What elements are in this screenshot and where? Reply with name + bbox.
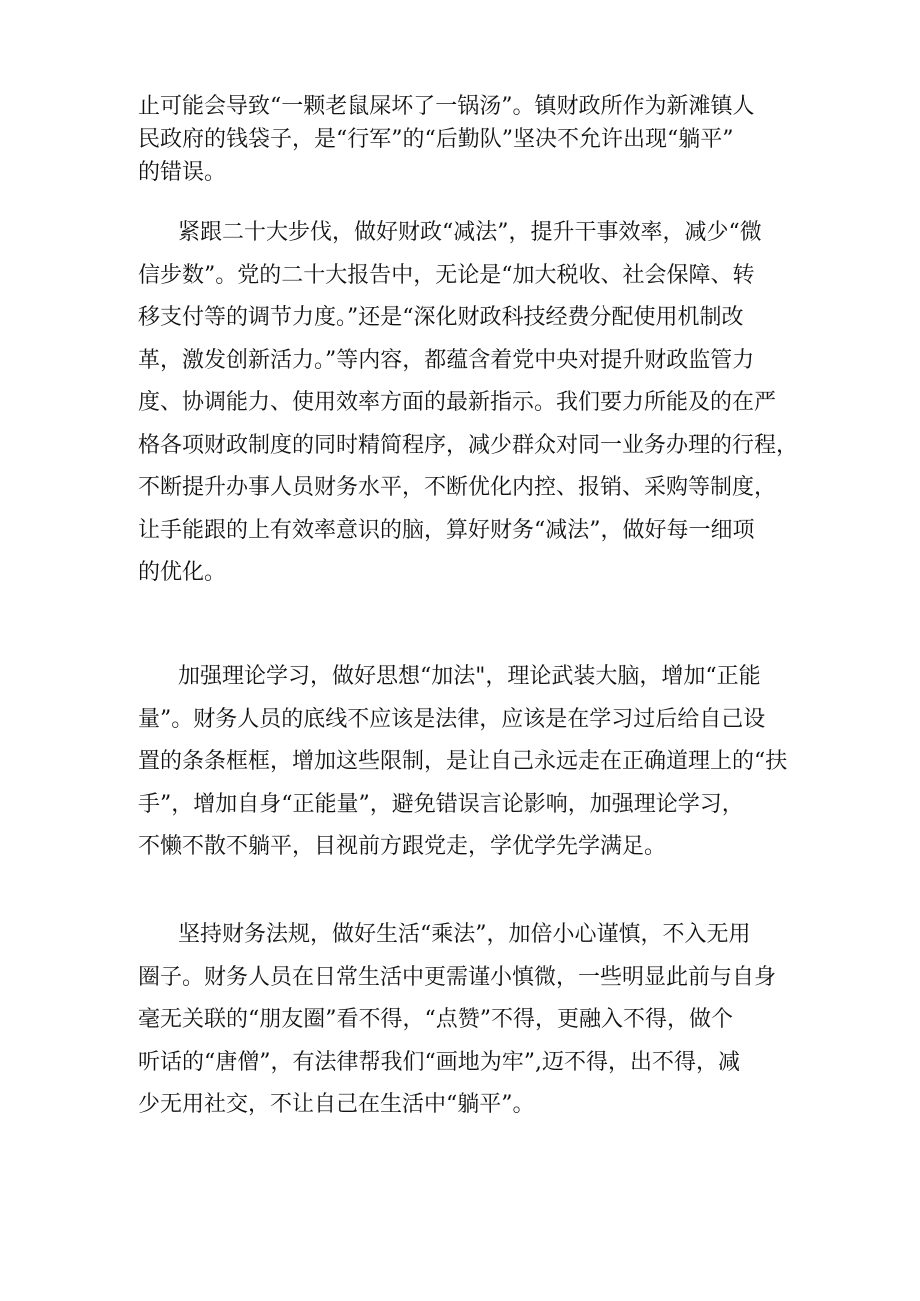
text-line: 让手能跟的上有效率意识的脑，算好财务“减法”，做好每一细项 [138, 517, 755, 543]
paragraph-1 [138, 90, 788, 189]
text-line: 少无用社交，不让自己在生活中“躺平”。 [138, 1092, 535, 1117]
text-line: 革，激发创新活力。”等内容，都蕴含着党中央对提升财政监管力 [138, 347, 755, 373]
text-line: 的优化。 [138, 560, 227, 585]
text-line: 手”，增加自身“正能量”，避免错误言论影响，加强理论学习， [138, 791, 744, 817]
text-line: 的错误。 [138, 160, 227, 185]
text-line: 紧跟二十大步伐，做好财政“减法”，提升干事效率，减少“微 [178, 220, 762, 245]
text-line: 圈子。财务人员在日常生活中更需谨小慎微，一些明显此前与自身 [138, 964, 777, 990]
paragraph-4 [138, 914, 788, 1127]
text-line: 不断提升办事人员财务水平，不断优化内控、报销、采购等制度， [138, 475, 777, 500]
text-line: 坚持财务法规，做好生活“乘法”，加倍小心谨慎，不入无用 [178, 922, 751, 947]
text-line: 不懒不散不躺平，目视前方跟党走，学优学先学满足。 [138, 834, 667, 859]
paragraph-3 [138, 656, 788, 869]
text-line: 听话的“唐僧”，有法律帮我们“画地为牢”,迈不得，出不得，减 [138, 1049, 740, 1075]
text-line: 信步数”。党的二十大报告中，无论是“加大税收、社会保障、转 [138, 262, 755, 288]
paragraph-2 [138, 212, 799, 595]
text-line: 止可能会导致“一颗老鼠屎坏了一锅汤”。镇财政所作为新滩镇人 [138, 94, 755, 119]
text-line: 加强理论学习，做好思想“加法"，理论武装大脑，增加“正能 [178, 664, 761, 689]
text-line: 格各项财政制度的同时精简程序，减少群众对同一业务办理的行程， [138, 432, 799, 458]
text-line: 毫无关联的“朋友圈”看不得，“点赞”不得，更融入不得，做个 [138, 1007, 733, 1032]
text-line: 度、协调能力、使用效率方面的最新指示。我们要力所能及的在严 [138, 390, 777, 415]
text-line: 移支付等的调节力度。”还是“深化财政科技经费分配使用机制改 [138, 305, 744, 330]
text-line: 置的条条框框，增加这些限制，是让自己永远走在正确道理上的“扶 [138, 749, 788, 774]
text-line: 量”。财务人员的底线不应该是法律，应该是在学习过后给自己设 [138, 706, 766, 732]
text-line: 民政府的钱袋子，是“行军”的“后勤队”坚决不允许出现“躺平” [138, 127, 734, 152]
